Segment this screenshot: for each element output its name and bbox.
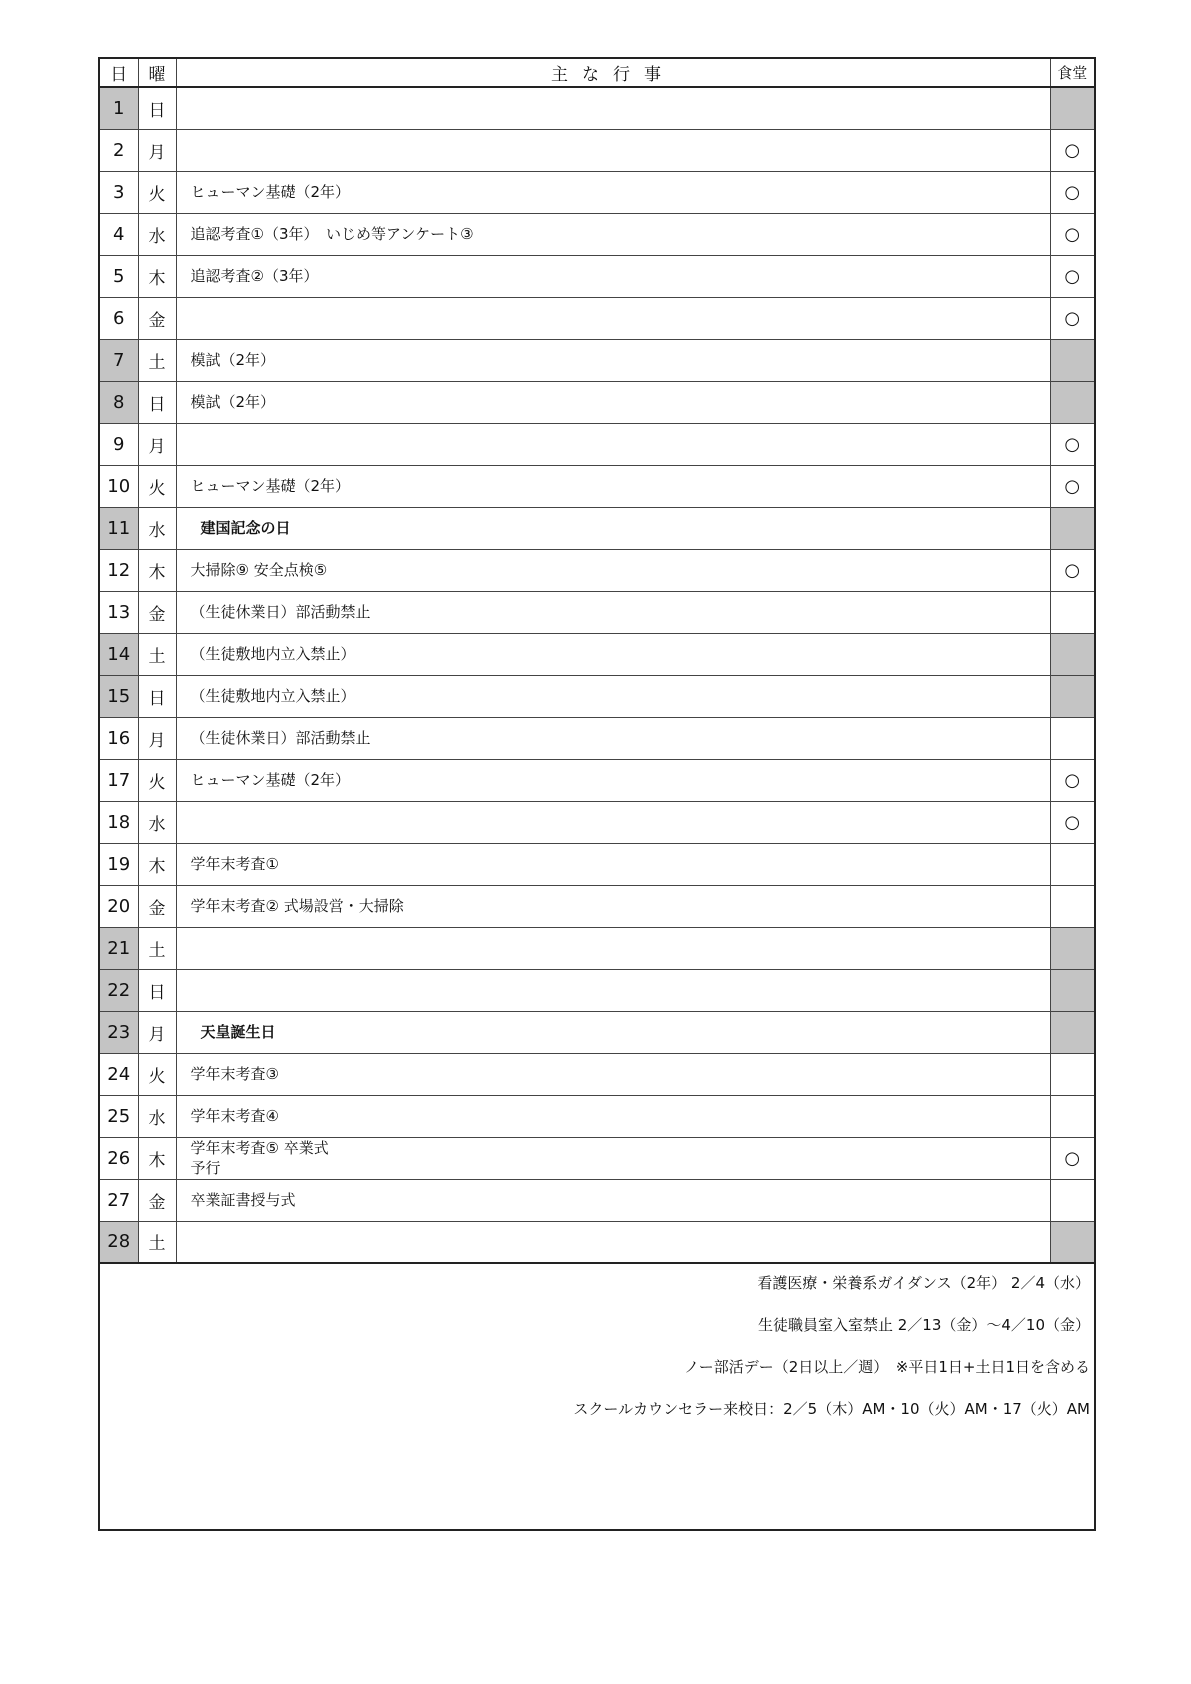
table-row [100, 927, 1094, 969]
table-row [100, 1221, 1094, 1263]
header-row [100, 59, 1094, 87]
table-row [100, 381, 1094, 423]
table-row [100, 591, 1094, 633]
event-cell: ヒューマン基礎（2年） [176, 465, 1050, 507]
cafeteria-cell [1050, 87, 1094, 129]
cafeteria-cell [1050, 591, 1094, 633]
event-cell [176, 1221, 1050, 1263]
event-cell: 卒業証書授与式 [176, 1179, 1050, 1221]
event-cell: 建国記念の日 [176, 507, 1050, 549]
weekday-cell: 日 [138, 87, 176, 129]
table-row [100, 633, 1094, 675]
table-row [100, 675, 1094, 717]
table-row [100, 1011, 1094, 1053]
weekday-cell: 火 [138, 465, 176, 507]
weekday-cell: 土 [138, 927, 176, 969]
weekday-cell: 木 [138, 255, 176, 297]
cafeteria-cell [1050, 885, 1094, 927]
event-cell [176, 969, 1050, 1011]
table-row [100, 1095, 1094, 1137]
day-cell: 15 [100, 675, 138, 717]
cafeteria-cell: ○ [1050, 801, 1094, 843]
cafeteria-cell: ○ [1050, 1137, 1094, 1179]
cafeteria-cell: ○ [1050, 129, 1094, 171]
weekday-cell: 木 [138, 1137, 176, 1179]
table-row [100, 843, 1094, 885]
day-cell: 13 [100, 591, 138, 633]
table-row [100, 1053, 1094, 1095]
cafeteria-cell [1050, 1011, 1094, 1053]
day-cell: 3 [100, 171, 138, 213]
cafeteria-cell: ○ [1050, 549, 1094, 591]
event-cell: 学年末考査② 式場設営・大掃除 [176, 885, 1050, 927]
event-cell: 学年末考査④ [176, 1095, 1050, 1137]
event-cell: ヒューマン基礎（2年） [176, 759, 1050, 801]
event-cell: 学年末考査⑤ 卒業式 予行 [176, 1137, 1050, 1179]
event-cell [176, 87, 1050, 129]
table-row [100, 423, 1094, 465]
event-cell: 天皇誕生日 [176, 1011, 1050, 1053]
cafeteria-cell: ○ [1050, 297, 1094, 339]
weekday-cell: 水 [138, 801, 176, 843]
event-cell: （生徒敷地内立入禁止） [176, 633, 1050, 675]
day-cell: 8 [100, 381, 138, 423]
weekday-cell: 土 [138, 1221, 176, 1263]
event-cell: （生徒休業日）部活動禁止 [176, 717, 1050, 759]
note-counselor: スクールカウンセラー来校日：2／5（木）AM・10（火）AM・17（火）AM [573, 1400, 1090, 1418]
day-cell: 1 [100, 87, 138, 129]
day-cell: 14 [100, 633, 138, 675]
weekday-cell: 金 [138, 297, 176, 339]
weekday-cell: 水 [138, 213, 176, 255]
table-row [100, 801, 1094, 843]
cafeteria-cell: ○ [1050, 255, 1094, 297]
schedule-table [100, 59, 1094, 1264]
cafeteria-cell [1050, 507, 1094, 549]
event-cell: 模試（2年） [176, 381, 1050, 423]
cafeteria-cell [1050, 1095, 1094, 1137]
weekday-cell: 火 [138, 171, 176, 213]
weekday-cell: 木 [138, 549, 176, 591]
table-row [100, 1137, 1094, 1179]
cafeteria-cell [1050, 339, 1094, 381]
day-cell: 5 [100, 255, 138, 297]
day-cell: 21 [100, 927, 138, 969]
cafeteria-cell [1050, 1179, 1094, 1221]
weekday-cell: 火 [138, 759, 176, 801]
table-row [100, 759, 1094, 801]
table-row [100, 339, 1094, 381]
weekday-cell: 土 [138, 339, 176, 381]
schedule-rows [100, 87, 1094, 1263]
cafeteria-cell [1050, 381, 1094, 423]
day-cell: 12 [100, 549, 138, 591]
day-cell: 24 [100, 1053, 138, 1095]
weekday-cell: 日 [138, 969, 176, 1011]
cafeteria-cell [1050, 927, 1094, 969]
table-row [100, 129, 1094, 171]
event-cell: ヒューマン基礎（2年） [176, 171, 1050, 213]
weekday-cell: 日 [138, 675, 176, 717]
note-guidance: 看護医療・栄養系ガイダンス（2年） 2／4（水） [757, 1274, 1090, 1292]
weekday-cell: 土 [138, 633, 176, 675]
weekday-cell: 月 [138, 717, 176, 759]
day-cell: 22 [100, 969, 138, 1011]
day-cell: 9 [100, 423, 138, 465]
header-events: 主な行事 [176, 59, 1050, 87]
weekday-cell: 月 [138, 423, 176, 465]
note-no-club-day: ノー部活デー（2日以上／週） ※平日1日+土日1日を含める [684, 1358, 1090, 1376]
cafeteria-cell [1050, 969, 1094, 1011]
table-row [100, 297, 1094, 339]
event-cell: 模試（2年） [176, 339, 1050, 381]
day-cell: 11 [100, 507, 138, 549]
cafeteria-cell [1050, 843, 1094, 885]
cafeteria-cell: ○ [1050, 171, 1094, 213]
day-cell: 4 [100, 213, 138, 255]
cafeteria-cell: ○ [1050, 423, 1094, 465]
weekday-cell: 日 [138, 381, 176, 423]
day-cell: 25 [100, 1095, 138, 1137]
event-cell: 追認考査①（3年） いじめ等アンケート③ [176, 213, 1050, 255]
table-row [100, 1179, 1094, 1221]
day-cell: 6 [100, 297, 138, 339]
weekday-cell: 月 [138, 129, 176, 171]
table-row [100, 885, 1094, 927]
event-cell [176, 927, 1050, 969]
day-cell: 26 [100, 1137, 138, 1179]
day-cell: 28 [100, 1221, 138, 1263]
day-cell: 18 [100, 801, 138, 843]
weekday-cell: 水 [138, 1095, 176, 1137]
day-cell: 2 [100, 129, 138, 171]
event-cell [176, 801, 1050, 843]
cafeteria-cell: ○ [1050, 213, 1094, 255]
day-cell: 23 [100, 1011, 138, 1053]
weekday-cell: 水 [138, 507, 176, 549]
header-cafeteria: 食堂 [1050, 59, 1094, 87]
note-staffroom-ban: 生徒職員室入室禁止 2／13（金）～4／10（金） [757, 1316, 1090, 1334]
event-cell: 学年末考査③ [176, 1053, 1050, 1095]
cafeteria-cell [1050, 675, 1094, 717]
table-row [100, 255, 1094, 297]
table-row [100, 717, 1094, 759]
weekday-cell: 火 [138, 1053, 176, 1095]
day-cell: 27 [100, 1179, 138, 1221]
notes-section [573, 1271, 1090, 1439]
day-cell: 10 [100, 465, 138, 507]
cafeteria-cell [1050, 1221, 1094, 1263]
day-cell: 19 [100, 843, 138, 885]
table-row [100, 465, 1094, 507]
event-cell [176, 423, 1050, 465]
header-day: 日 [100, 59, 138, 87]
weekday-cell: 金 [138, 1179, 176, 1221]
day-cell: 17 [100, 759, 138, 801]
weekday-cell: 木 [138, 843, 176, 885]
event-cell: 学年末考査① [176, 843, 1050, 885]
header-weekday: 曜 [138, 59, 176, 87]
cafeteria-cell [1050, 717, 1094, 759]
cafeteria-cell [1050, 633, 1094, 675]
event-cell: 追認考査②（3年） [176, 255, 1050, 297]
cafeteria-cell: ○ [1050, 465, 1094, 507]
event-cell: （生徒休業日）部活動禁止 [176, 591, 1050, 633]
table-row [100, 87, 1094, 129]
table-row [100, 969, 1094, 1011]
day-cell: 7 [100, 339, 138, 381]
cafeteria-cell [1050, 1053, 1094, 1095]
event-cell [176, 129, 1050, 171]
event-cell [176, 297, 1050, 339]
table-row [100, 213, 1094, 255]
table-row [100, 507, 1094, 549]
schedule-sheet [98, 57, 1096, 1531]
table-row [100, 171, 1094, 213]
weekday-cell: 月 [138, 1011, 176, 1053]
cafeteria-cell: ○ [1050, 759, 1094, 801]
event-cell: （生徒敷地内立入禁止） [176, 675, 1050, 717]
weekday-cell: 金 [138, 885, 176, 927]
table-row [100, 549, 1094, 591]
weekday-cell: 金 [138, 591, 176, 633]
day-cell: 16 [100, 717, 138, 759]
day-cell: 20 [100, 885, 138, 927]
event-cell: 大掃除⑨ 安全点検⑤ [176, 549, 1050, 591]
